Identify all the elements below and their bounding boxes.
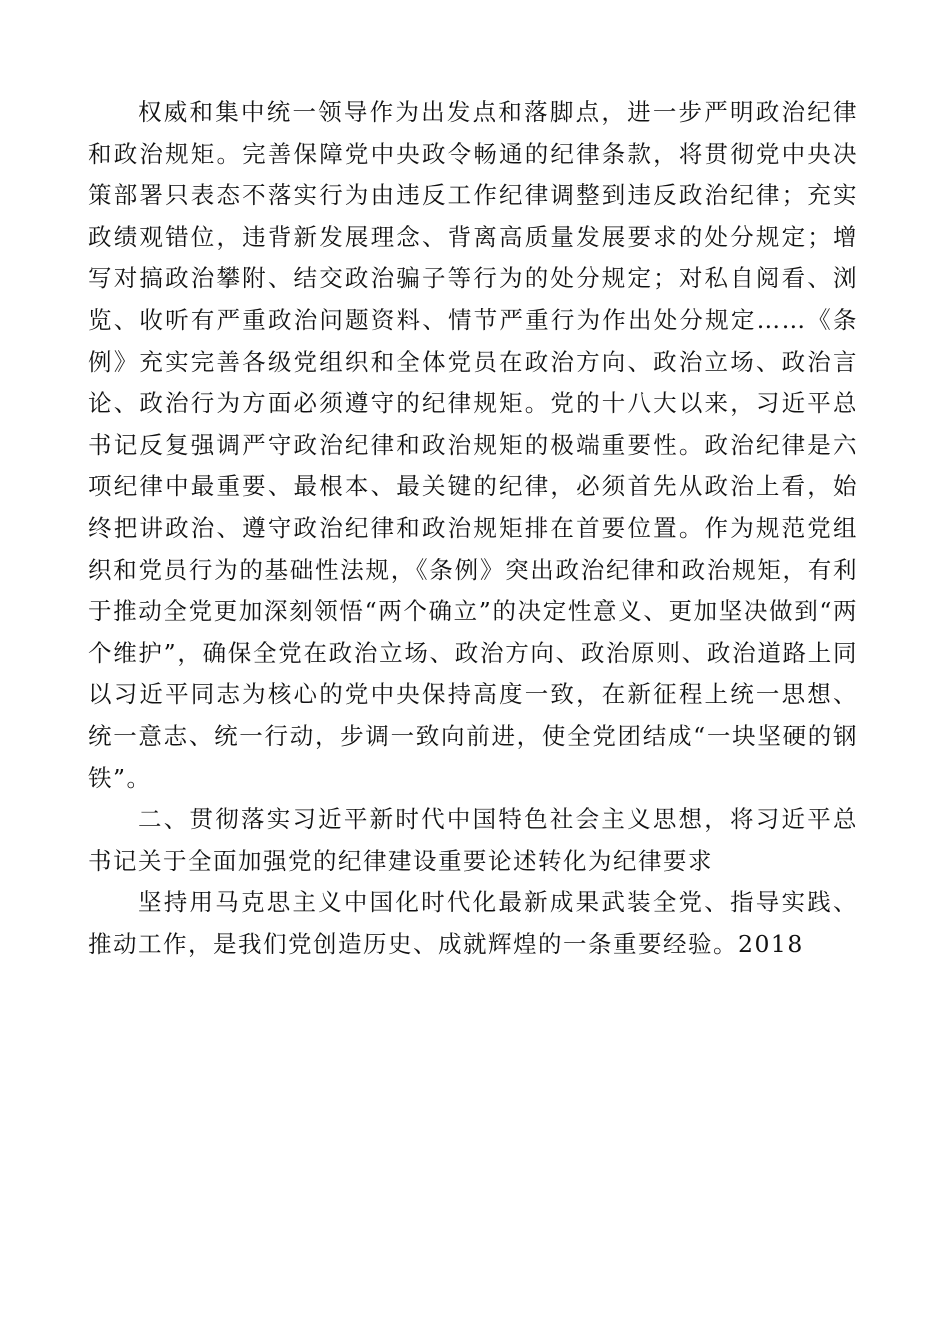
paragraph-xi-thought: 坚持用马克思主义中国化时代化最新成果武装全党、指导实践、推动工作，是我们党创造历史、成就辉煌的一条重要经验。2018 [88, 888, 858, 958]
paragraph-political-discipline: 权威和集中统一领导作为出发点和落脚点，进一步严明政治纪律和政治规矩。完善保障党中央政令畅通的纪律条款，将贯彻党中央决策部署只表态不落实行为由违反工作纪律调整到违反政治纪律；充实政绩观错位，违背新发展理念、背离高质量发展要求的处分规定；增写对搞政治攀附、结交政治骗子等行为的处分规定；对私自阅看、浏览、收听有严重政治问题资料、情节严重行为作出处分规定……《条例》充实完善各级党组织和全体党员在政治方向、政治立场、政治言论、政治行为方面必须遵守的纪律规矩。党的十八大以来，习近平总书记反复强调严守政治纪律和政治规矩的极端重要性。政治纪律是六项纪律中最重要、最根本、最关键的纪律，必须首先从政治上看，始终把讲政治、遵守政治纪律和政治规矩排在首要位置。作为规范党组织和党员行为的基础性法规，《条例》突出政治纪律和政治规矩，有利于推动全党更加深刻领悟“两个确立”的决定性意义、更加坚决做到“两个维护”，确保全党在政治立场、政治方向、政治原则、政治道路上同以习近平同志为核心的党中央保持高度一致，在新征程上统一思想、统一意志、统一行动，步调一致向前进，使全党团结成“一块坚硬的钢铁”。 [88, 98, 858, 792]
section-heading-two: 二、贯彻落实习近平新时代中国特色社会主义思想，将习近平总书记关于全面加强党的纪律建设重要论述转化为纪律要求 [88, 805, 858, 875]
document-body [88, 92, 858, 965]
